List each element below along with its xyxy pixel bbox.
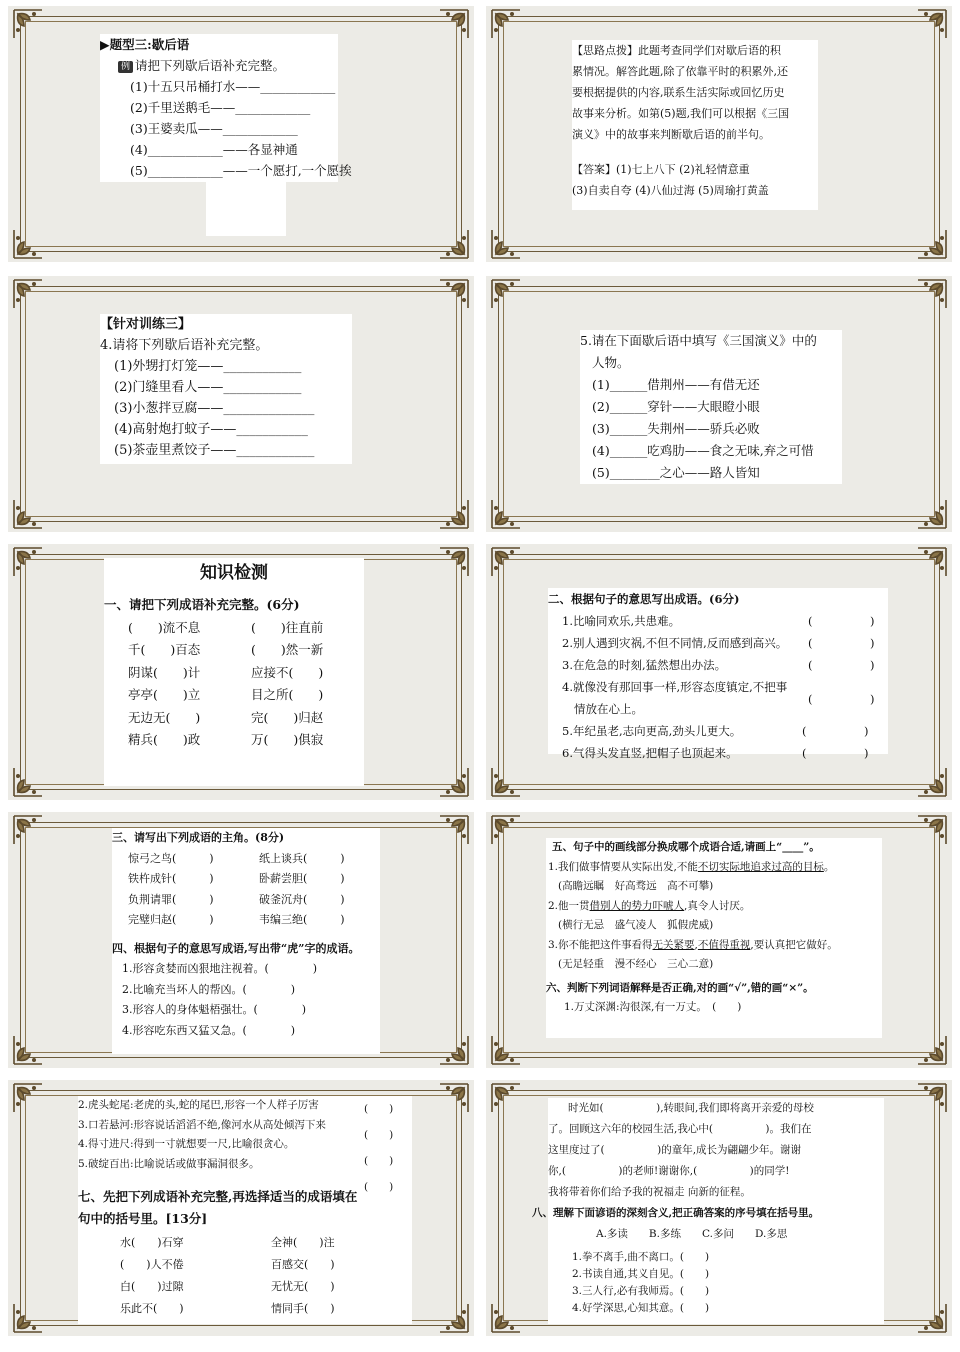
corner-ornament-icon (436, 546, 470, 580)
idiom-grid (78, 1232, 412, 1320)
idiom-item: 铁杵成针( ) (128, 872, 214, 885)
corner-ornament-icon (490, 226, 524, 260)
idiom-item: 破釜沉舟( ) (259, 892, 345, 906)
paragraph-line: 你,( )的老师!谢谢你,( )的同学! (548, 1165, 790, 1177)
list-item: 3.口若悬河:形容说话滔滔不绝,像河水从高处倾泻下来 (78, 1118, 326, 1131)
slide-content (572, 40, 818, 210)
answer-paren: ( ) (364, 1155, 394, 1167)
paragraph-line: 这里度过了( )的童年,成长为翩翩少年。谢谢 (548, 1144, 802, 1156)
list-item: (1)外甥打灯笼——____________ (114, 359, 302, 374)
paragraph-line: 我将带着你们给予我的祝福走 向新的征程。 (548, 1186, 751, 1198)
instruction: 5.请在下面歇后语中填写《三国演义》中的 (580, 333, 817, 348)
corner-ornament-icon (914, 546, 948, 580)
slide-content (532, 1098, 884, 1324)
hint-line: 演义》中的故事来判断歇后语的前半句。 (572, 128, 770, 141)
answer-options: (无足轻重 漫不经心 三心二意) (558, 958, 714, 970)
slide-content (580, 330, 842, 484)
underlined-phrase: 无关紧要 (652, 938, 695, 951)
section-heading: 句中的括号里。[13分] (78, 1211, 208, 1226)
list-item: (4)______吃鸡肋——食之无味,弃之可惜 (592, 443, 814, 458)
idiom-item: 精兵( )政 (128, 732, 201, 747)
slide-10 (486, 1080, 952, 1336)
list-item: 3.形容人的身体魁梧强壮。( ) (122, 1003, 307, 1016)
list-item: 5.破绽百出:比喻说话或做事漏洞很多。 (78, 1157, 260, 1170)
idiom-item: 情同手( ) (271, 1302, 335, 1315)
question-text: 4.就像没有那回事一样,形容态度镇定,不把事 (562, 680, 788, 694)
idiom-item: 千( )百态 (128, 642, 201, 657)
answer-paren: ( ) (808, 636, 875, 650)
corner-ornament-icon (490, 814, 524, 848)
answer-options: (高瞻远瞩 好高骛远 高不可攀) (558, 880, 714, 892)
list-item: 4.得寸进尺:得到一寸就想要一尺,比喻很贪心。 (78, 1138, 295, 1150)
corner-ornament-icon (12, 1082, 46, 1116)
underlined-phrase: 不切实际地追求过高的目标 (697, 860, 824, 873)
section-heading: 七、先把下列成语补充完整,再选择适当的成语填在 (78, 1189, 358, 1204)
idiom-grid (112, 849, 380, 931)
slide-7 (8, 812, 474, 1068)
hint-line: 要根据提供的内容,联系生活实际或回忆历史 (572, 86, 785, 99)
instruction: 4.请将下列歇后语补充完整。 (100, 338, 269, 353)
question-text: 1.比喻同欢乐,共患难。 (562, 614, 681, 628)
answer-paren: ( ) (808, 692, 875, 706)
corner-ornament-icon (12, 278, 46, 312)
idiom-item: 惊弓之鸟( ) (128, 851, 214, 865)
list-item: 2.比喻充当坏人的帮凶。( ) (122, 982, 296, 996)
idiom-item: ( )往直前 (251, 619, 324, 635)
question-text: 情放在心上。 (574, 702, 643, 716)
idiom-item: 无忧无( ) (271, 1280, 335, 1293)
question-text: 5.年纪虽老,志向更高,劲头儿更大。 (562, 724, 742, 738)
slide-content (546, 838, 882, 1038)
slide-8 (486, 812, 952, 1068)
list-item: 3.三人行,必有我师焉。( ) (572, 1285, 710, 1297)
corner-ornament-icon (436, 1300, 470, 1334)
blank-patch (206, 182, 286, 236)
paragraph-line: 时光如( ),转眼间,我们即将离开亲爱的母校 (568, 1102, 814, 1114)
corner-ornament-icon (914, 496, 948, 530)
list-item: (1)十五只吊桶打水——____________ (130, 79, 336, 94)
example-badge: 例 (118, 61, 133, 73)
idiom-item: 阴谋( )计 (128, 664, 201, 680)
slide-content (100, 34, 352, 182)
section-heading: ▶题型三:歇后语 (100, 37, 190, 52)
idiom-item: ( )人不倦 (120, 1258, 184, 1271)
corner-ornament-icon (490, 496, 524, 530)
section-heading: 三、请写出下列成语的主角。(8分) (112, 831, 285, 844)
section-heading: 一、请把下列成语补充完整。(6分) (104, 597, 300, 612)
corner-ornament-icon (12, 226, 46, 260)
corner-ornament-icon (490, 1300, 524, 1334)
corner-ornament-icon (12, 1300, 46, 1334)
list-item: 2.虎头蛇尾:老虎的头,蛇的尾巴,形容一个人样子厉害 (78, 1099, 319, 1111)
section-heading: 二、根据句子的意思写出成语。(6分) (548, 592, 740, 606)
list-item: (3)______失荆州——骄兵必败 (592, 421, 760, 436)
answer-paren: ( ) (364, 1129, 394, 1141)
corner-ornament-icon (914, 226, 948, 260)
answer-line: (3)自卖自夸 (4)八仙过海 (5)周瑜打黄盖 (572, 184, 769, 197)
section-heading: 八、理解下面谚语的深刻含义,把正确答案的序号填在括号里。 (532, 1207, 820, 1219)
underlined-phrase: 借别人的势力吓唬人 (589, 899, 685, 912)
list-item: (2)门缝里看人——____________ (114, 380, 302, 395)
corner-ornament-icon (490, 764, 524, 798)
idiom-item: 水( )石穿 (120, 1236, 184, 1249)
answer-options: A.多读 B.多练 C.多问 D.多思 (596, 1228, 788, 1240)
idiom-item: ( )流不息 (128, 619, 201, 635)
question-text: 2.他一贯借别人的势力吓唬人,真令人讨厌。 (548, 899, 751, 912)
corner-ornament-icon (436, 226, 470, 260)
list-item: 1.形容贪婪而凶狠地注视着。( ) (122, 962, 318, 975)
idiom-item: 韦编三绝( ) (259, 913, 345, 926)
corner-ornament-icon (914, 1300, 948, 1334)
question-text: 2.别人遇到灾祸,不但不同情,反而感到高兴。 (562, 636, 788, 650)
corner-ornament-icon (490, 1032, 524, 1066)
corner-ornament-icon (12, 8, 46, 42)
corner-ornament-icon (12, 764, 46, 798)
corner-ornament-icon (436, 764, 470, 798)
hint-line: 累情况。解答此题,除了依靠平时的积累外,还 (572, 65, 788, 78)
corner-ornament-icon (914, 8, 948, 42)
idiom-grid (104, 617, 364, 752)
paragraph-line: 了。回顾这六年的校园生活,我心中( )。我们在 (548, 1123, 812, 1135)
slide-5 (8, 544, 474, 800)
idiom-item: 完( )归赵 (251, 709, 324, 725)
hint-line: 【思路点拨】此题考查同学们对歇后语的积 (572, 44, 781, 57)
list-item: 4.形容吃东西又猛又急。( ) (122, 1023, 296, 1037)
corner-ornament-icon (436, 1082, 470, 1116)
slide-content (100, 314, 352, 464)
idiom-item: 白( )过隙 (120, 1280, 184, 1293)
list-item: (1)______借荆州——有借无还 (592, 377, 760, 392)
idiom-item: ( )然一新 (251, 642, 324, 657)
underlined-phrase: 不值得重视 (697, 938, 751, 951)
answer-line: 【答案】(1)七上八下 (2)礼轻情意重 (572, 163, 750, 176)
idiom-item: 负荆请罪( ) (128, 892, 214, 906)
question-text: 1.我们做事情要从实际出发,不能不切实际地追求过高的目标。 (548, 860, 835, 873)
idiom-item: 无边无( ) (128, 709, 201, 725)
instruction: 人物。 (592, 355, 630, 370)
list-item: 2.书读自通,其义自见。( ) (572, 1268, 710, 1280)
answer-paren: ( ) (808, 614, 875, 628)
slide-content (78, 1096, 412, 1324)
corner-ornament-icon (12, 496, 46, 530)
list-item: (5)____________——一个愿打,一个愿挨 (130, 163, 352, 178)
corner-ornament-icon (914, 814, 948, 848)
slide-2 (486, 6, 952, 262)
list-item: 4.好学深思,心知其意。( ) (572, 1302, 710, 1314)
idiom-item: 卧薪尝胆( ) (259, 872, 345, 885)
list-item: (2)______穿针——大眼瞪小眼 (592, 399, 760, 414)
page-title: 知识检测 (200, 563, 268, 583)
corner-ornament-icon (914, 278, 948, 312)
answer-paren: ( ) (364, 1103, 394, 1115)
idiom-item: 目之所( ) (251, 687, 324, 702)
corner-ornament-icon (436, 814, 470, 848)
idiom-item: 完璧归赵( ) (128, 913, 214, 926)
section-heading: 四、根据句子的意思写成语,写出带“虎”字的成语。 (112, 941, 360, 955)
corner-ornament-icon (490, 8, 524, 42)
corner-ornament-icon (490, 546, 524, 580)
corner-ornament-icon (436, 1032, 470, 1066)
corner-ornament-icon (12, 814, 46, 848)
idiom-item: 乐此不( ) (120, 1302, 184, 1315)
corner-ornament-icon (914, 764, 948, 798)
question-text: 6.气得头发直竖,把帽子也顶起来。 (562, 746, 738, 760)
hint-line: 故事来分析。如第(5)题,我们可以根据《三国 (572, 107, 790, 120)
idiom-item: 亭亭( )立 (128, 687, 201, 702)
list-item: (4)____________——各显神通 (130, 142, 298, 157)
idiom-item: 万( )俱寂 (251, 732, 324, 747)
list-item: (5)________之心——路人皆知 (592, 465, 760, 480)
instruction: 请把下列歇后语补充完整。 (135, 58, 286, 73)
corner-ornament-icon (436, 496, 470, 530)
list-item: (3)王婆卖瓜——____________ (130, 121, 298, 136)
corner-ornament-icon (490, 278, 524, 312)
slide-6 (486, 544, 952, 800)
slide-content (548, 588, 888, 760)
corner-ornament-icon (436, 8, 470, 42)
section-heading: 五、句子中的画线部分换成哪个成语合适,请画上“____”。 (552, 841, 820, 853)
idiom-item: 应接不( ) (251, 664, 324, 680)
idiom-item: 纸上谈兵( ) (259, 851, 345, 865)
slide-3 (8, 276, 474, 532)
slide-content (112, 828, 380, 1054)
answer-paren: ( ) (364, 1181, 394, 1193)
question-text: 3.你不能把这件事看得无关紧要,不值得重视,要认真把它做好。 (548, 938, 838, 951)
answer-options: (横行无忌 盛气凌人 狐假虎威) (558, 919, 714, 931)
corner-ornament-icon (490, 1082, 524, 1116)
list-item: 1.万丈深渊:沟很深,有一万丈。 ( ) (564, 1001, 742, 1013)
list-item: 1.拳不离手,曲不离口。( ) (572, 1251, 710, 1263)
slide-content (104, 558, 364, 786)
list-item: (2)千里送鹅毛——____________ (130, 100, 311, 115)
answer-paren: ( ) (802, 746, 869, 760)
idiom-item: 百感交( ) (271, 1258, 335, 1271)
list-item: (4)高射炮打蚊子——___________ (114, 422, 308, 437)
answer-paren: ( ) (808, 658, 875, 672)
answer-paren: ( ) (802, 724, 869, 738)
list-item: (5)茶壶里煮饺子——____________ (114, 443, 315, 458)
question-text: 3.在危急的时刻,猛然想出办法。 (562, 658, 727, 672)
idiom-item: 全神( )注 (271, 1236, 335, 1249)
corner-ornament-icon (12, 1032, 46, 1066)
slide-9 (8, 1080, 474, 1336)
slide-4 (486, 276, 952, 532)
list-item: (3)小葱拌豆腐——______________ (114, 401, 315, 416)
corner-ornament-icon (914, 1032, 948, 1066)
corner-ornament-icon (436, 278, 470, 312)
section-heading: 【针对训练三】 (100, 317, 192, 332)
section-heading: 六、判断下列词语解释是否正确,对的画“√”,错的画“×”。 (546, 981, 814, 994)
corner-ornament-icon (914, 1082, 948, 1116)
corner-ornament-icon (12, 546, 46, 580)
slide-1 (8, 6, 474, 262)
